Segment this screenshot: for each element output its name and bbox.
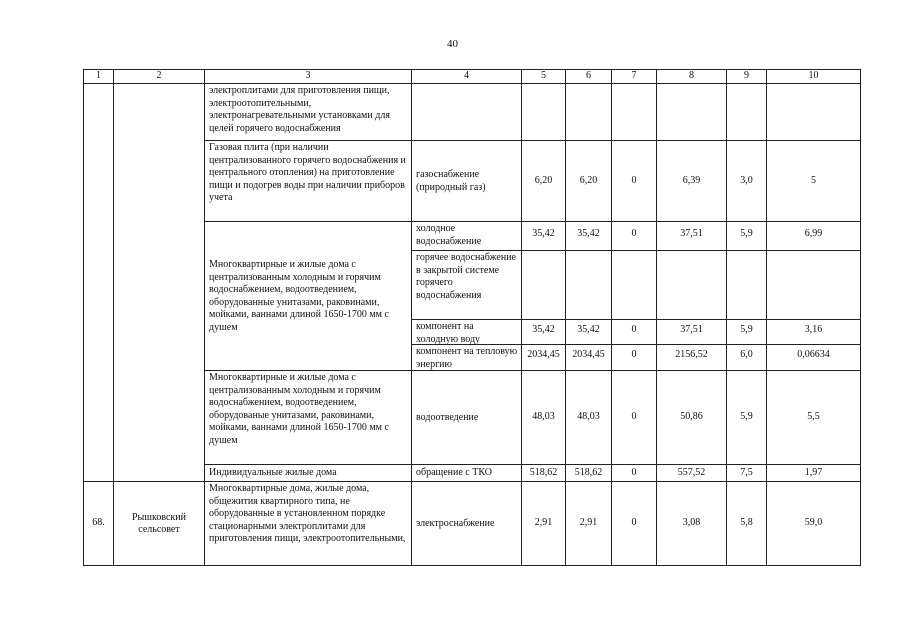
value-col-10: 0,06634: [767, 345, 861, 371]
value-col-5: 518,62: [522, 465, 566, 482]
value-col-7: 0: [612, 320, 657, 345]
value-col-8: 50,86: [657, 371, 727, 465]
value-col-8: 37,51: [657, 222, 727, 251]
value-col-8: 6,39: [657, 141, 727, 222]
header-col-10: 10: [767, 70, 861, 84]
value-col-5: 48,03: [522, 371, 566, 465]
value-cell: [657, 251, 727, 320]
value-col-5: 6,20: [522, 141, 566, 222]
header-col-3: 3: [205, 70, 412, 84]
value-col-10: 3,16: [767, 320, 861, 345]
value-col-6: 48,03: [566, 371, 612, 465]
value-col-6: 2034,45: [566, 345, 612, 371]
header-col-7: 7: [612, 70, 657, 84]
settlement-name: Рышковский сельсовет: [114, 482, 205, 566]
service-description: электроплитами для приготовления пищи, электроотопительными, электронагревательными установками для целей горячего водоснабжения: [205, 84, 412, 141]
value-col-5: 35,42: [522, 320, 566, 345]
resource-type: газоснабжение (природный газ): [412, 141, 522, 222]
value-cell: [612, 84, 657, 141]
value-col-9: 7,5: [727, 465, 767, 482]
tariff-table: [83, 69, 861, 566]
value-cell: [522, 84, 566, 141]
value-col-8: 557,52: [657, 465, 727, 482]
value-col-6: 35,42: [566, 222, 612, 251]
value-col-8: 2156,52: [657, 345, 727, 371]
service-description: Многоквартирные и жилые дома с централизованным холодным и горячим водоснабжением, водоотведением, оборудованые унитазами, раковинами, мойками, ваннами длиной 1650-1700 мм с душем: [205, 371, 412, 465]
value-cell: [612, 251, 657, 320]
settlement-number: 68.: [84, 482, 114, 566]
value-col-9: 5,9: [727, 371, 767, 465]
value-cell: [767, 251, 861, 320]
value-cell: [657, 84, 727, 141]
value-col-10: 6,99: [767, 222, 861, 251]
value-cell: [522, 251, 566, 320]
value-col-6: 518,62: [566, 465, 612, 482]
resource-type: обращение с ТКО: [412, 465, 522, 482]
value-col-10: 5: [767, 141, 861, 222]
service-description: Многоквартирные и жилые дома с централизованным холодным и горячим водоснабжением, водоотведением, оборудованные унитазами, раковинами, мойками, ваннами длиной 1650-1700 мм с душем: [205, 222, 412, 371]
header-col-5: 5: [522, 70, 566, 84]
header-col-1: 1: [84, 70, 114, 84]
resource-type: горячее водоснабжение в закрытой системе горячего водоснабжения: [412, 251, 522, 320]
header-col-8: 8: [657, 70, 727, 84]
header-col-9: 9: [727, 70, 767, 84]
value-col-9: 5,9: [727, 222, 767, 251]
value-col-6: 2,91: [566, 482, 612, 566]
value-col-5: 35,42: [522, 222, 566, 251]
value-col-7: 0: [612, 371, 657, 465]
resource-type: электроснабжение: [412, 482, 522, 566]
value-col-8: 3,08: [657, 482, 727, 566]
service-description: Газовая плита (при наличии централизованного горячего водоснабжения и центрального отопления) на приготовление пищи и подогрев воды при наличии приборов учета: [205, 141, 412, 222]
value-col-7: 0: [612, 345, 657, 371]
value-cell: [767, 84, 861, 141]
header-col-2: 2: [114, 70, 205, 84]
value-cell: [727, 251, 767, 320]
resource-cell: [412, 84, 522, 141]
value-col-7: 0: [612, 141, 657, 222]
value-cell: [566, 251, 612, 320]
resource-type: компонент на холодную воду: [412, 320, 522, 345]
page-number: 40: [447, 38, 458, 50]
settlement-name-cell: [114, 84, 205, 482]
header-col-4: 4: [412, 70, 522, 84]
resource-type: холодное водоснабжение: [412, 222, 522, 251]
value-col-9: 5,9: [727, 320, 767, 345]
value-col-7: 0: [612, 465, 657, 482]
value-col-9: 3,0: [727, 141, 767, 222]
value-col-9: 6,0: [727, 345, 767, 371]
resource-type: компонент на тепловую энергию: [412, 345, 522, 371]
value-col-10: 5,5: [767, 371, 861, 465]
value-col-5: 2034,45: [522, 345, 566, 371]
value-col-7: 0: [612, 482, 657, 566]
settlement-number-cell: [84, 84, 114, 482]
value-col-5: 2,91: [522, 482, 566, 566]
value-col-7: 0: [612, 222, 657, 251]
service-description: Индивидуальные жилые дома: [205, 465, 412, 482]
value-cell: [566, 84, 612, 141]
value-col-6: 6,20: [566, 141, 612, 222]
value-col-10: 1,97: [767, 465, 861, 482]
resource-type: водоотведение: [412, 371, 522, 465]
value-col-9: 5,8: [727, 482, 767, 566]
service-description: Многоквартирные дома, жилые дома, общежития квартирного типа, не оборудованные в установленном порядке стационарными электроплитами для приготовления пищи, электроотопительными,: [205, 482, 412, 566]
value-col-6: 35,42: [566, 320, 612, 345]
value-col-10: 59,0: [767, 482, 861, 566]
header-col-6: 6: [566, 70, 612, 84]
value-col-8: 37,51: [657, 320, 727, 345]
value-cell: [727, 84, 767, 141]
